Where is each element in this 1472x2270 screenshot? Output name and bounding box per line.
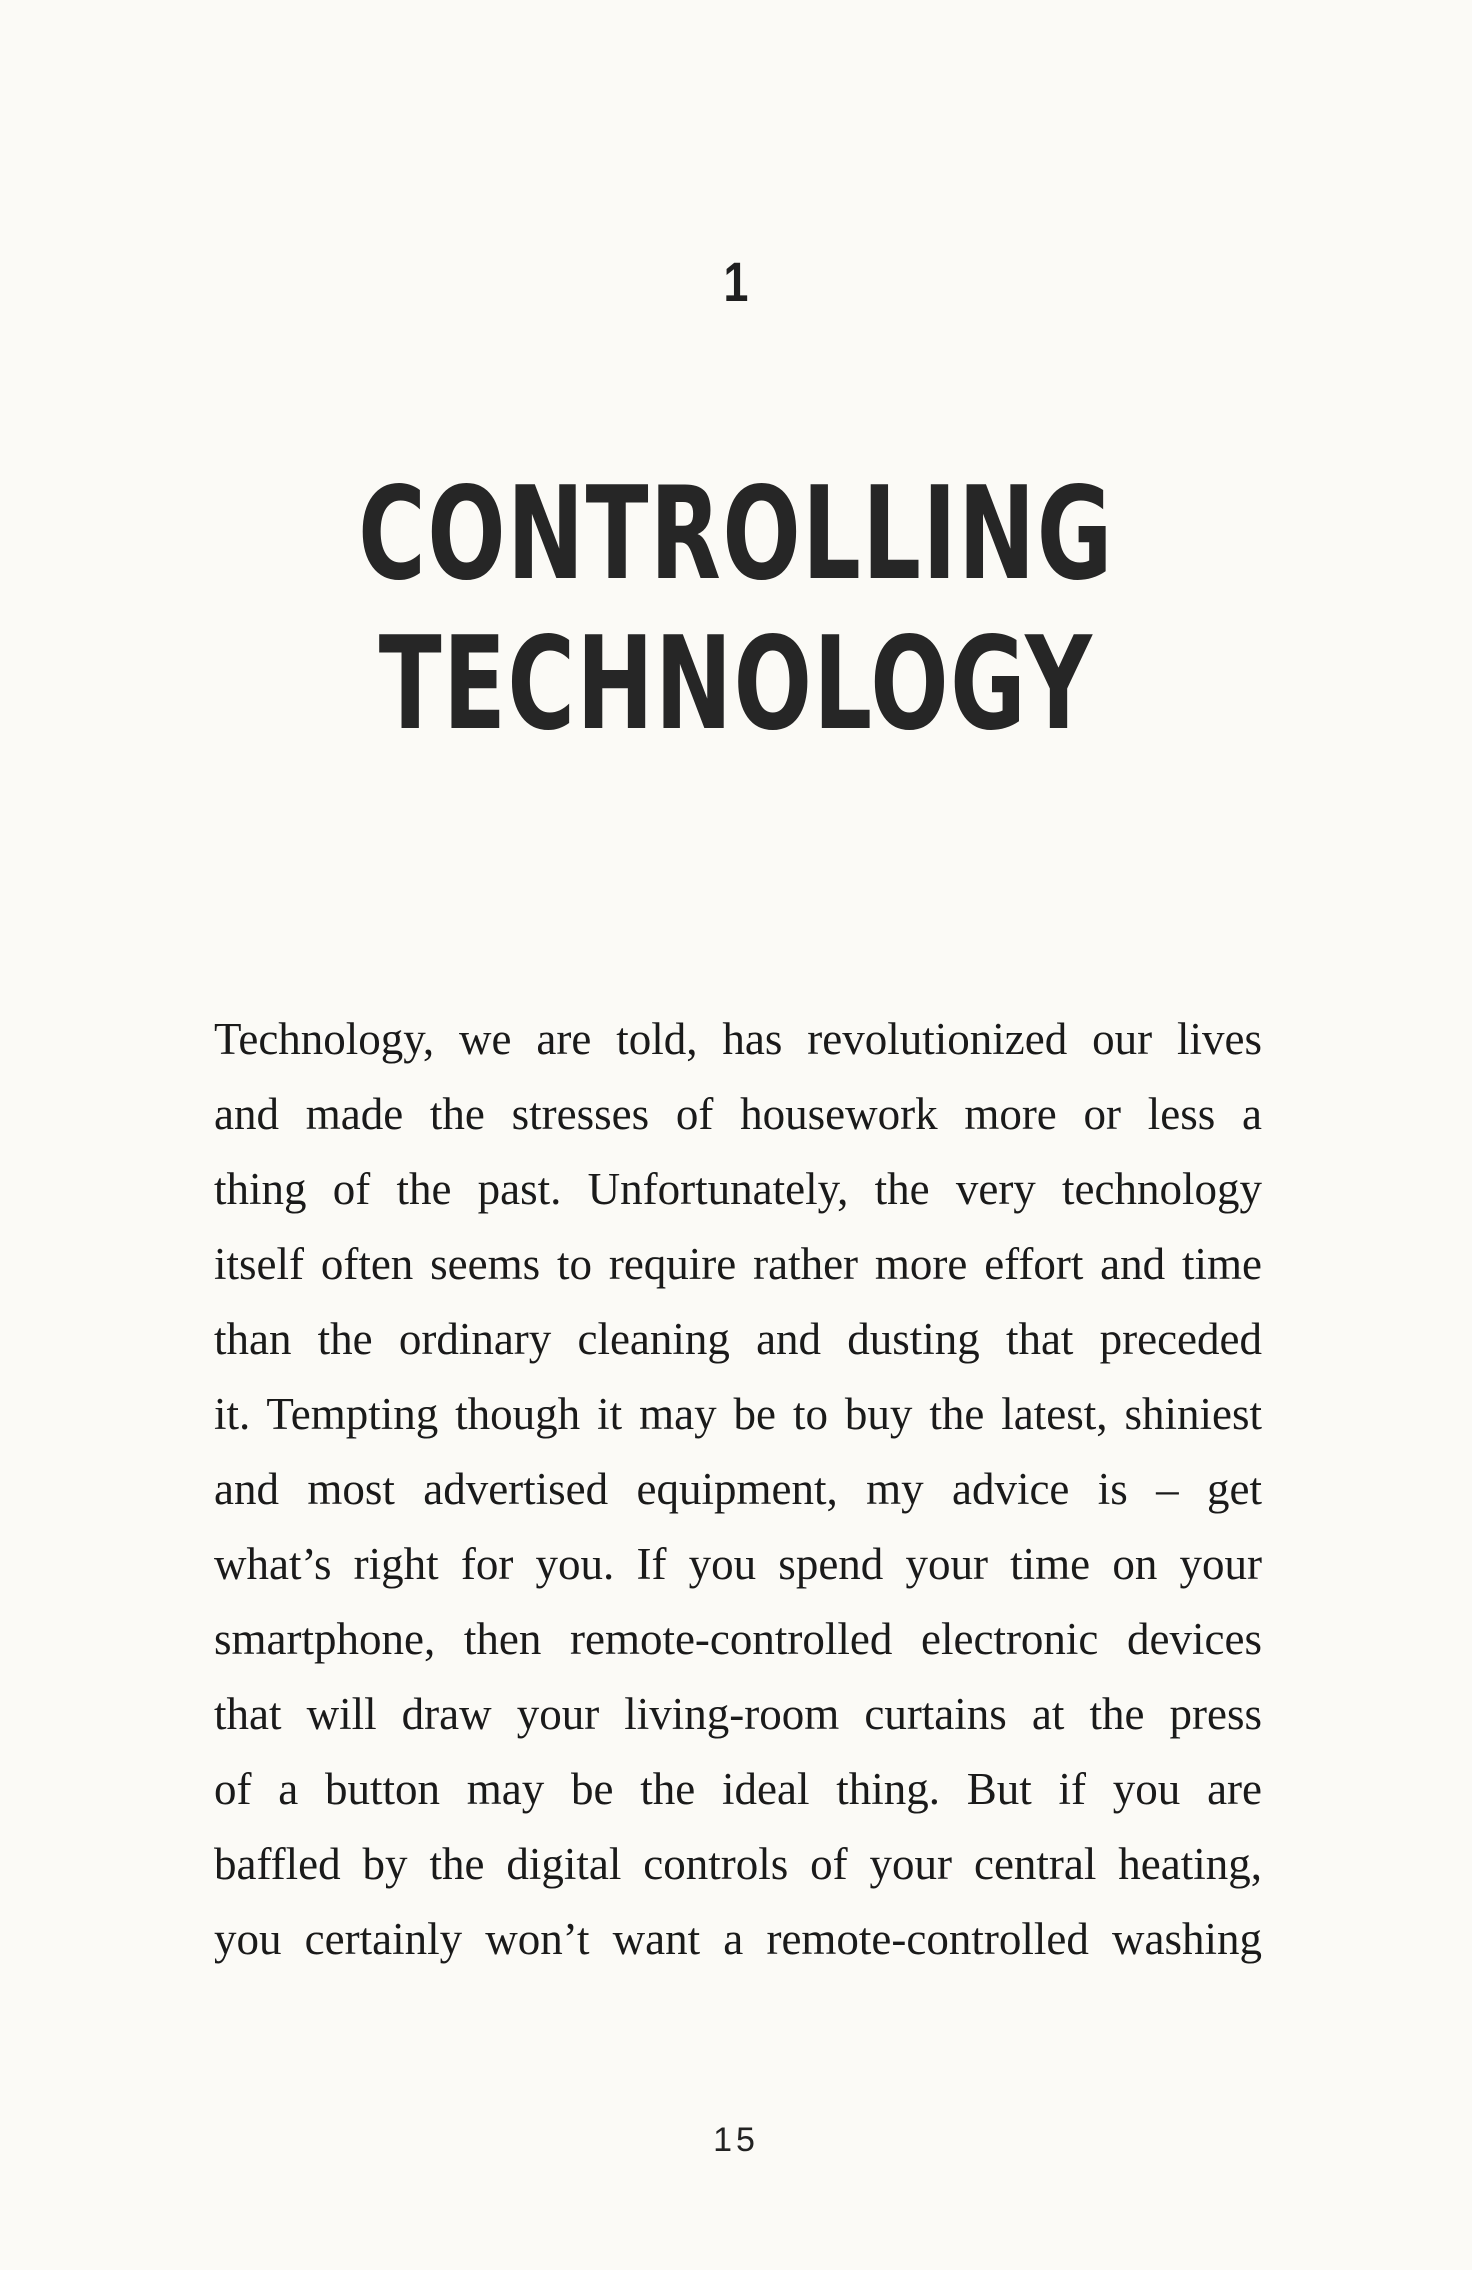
text-line: that will draw your living-room curtains at the press bbox=[214, 1689, 1262, 1739]
body-paragraph bbox=[214, 1002, 1262, 1977]
text-line: than the ordinary cleaning and dusting that preceded bbox=[214, 1314, 1262, 1364]
text-line: baffled by the digital controls of your central heating, bbox=[214, 1839, 1262, 1889]
text-line: and made the stresses of housework more or less a bbox=[214, 1089, 1262, 1139]
text-line: what’s right for you. If you spend your time on your bbox=[214, 1539, 1262, 1589]
text-line: you certainly won’t want a remote-controlled washing bbox=[214, 1914, 1262, 1964]
chapter-title-line: TECHNOLOGY bbox=[378, 610, 1094, 759]
chapter-title-line: CONTROLLING bbox=[358, 460, 1114, 609]
text-line: itself often seems to require rather more effort and time bbox=[214, 1239, 1262, 1289]
text-line: of a button may be the ideal thing. But if you are bbox=[214, 1764, 1262, 1814]
text-line: smartphone, then remote-controlled electronic devices bbox=[214, 1614, 1262, 1664]
text-line: Technology, we are told, has revolutionized our lives bbox=[214, 1014, 1262, 1064]
text-line: thing of the past. Unfortunately, the very technology bbox=[214, 1164, 1262, 1214]
text-line: it. Tempting though it may be to buy the latest, shiniest bbox=[214, 1389, 1262, 1439]
page-number: 15 bbox=[713, 2121, 759, 2159]
text-line: and most advertised equipment, my advice is – get bbox=[214, 1464, 1262, 1514]
chapter-number: 1 bbox=[723, 250, 749, 313]
chapter-title bbox=[0, 460, 1472, 760]
